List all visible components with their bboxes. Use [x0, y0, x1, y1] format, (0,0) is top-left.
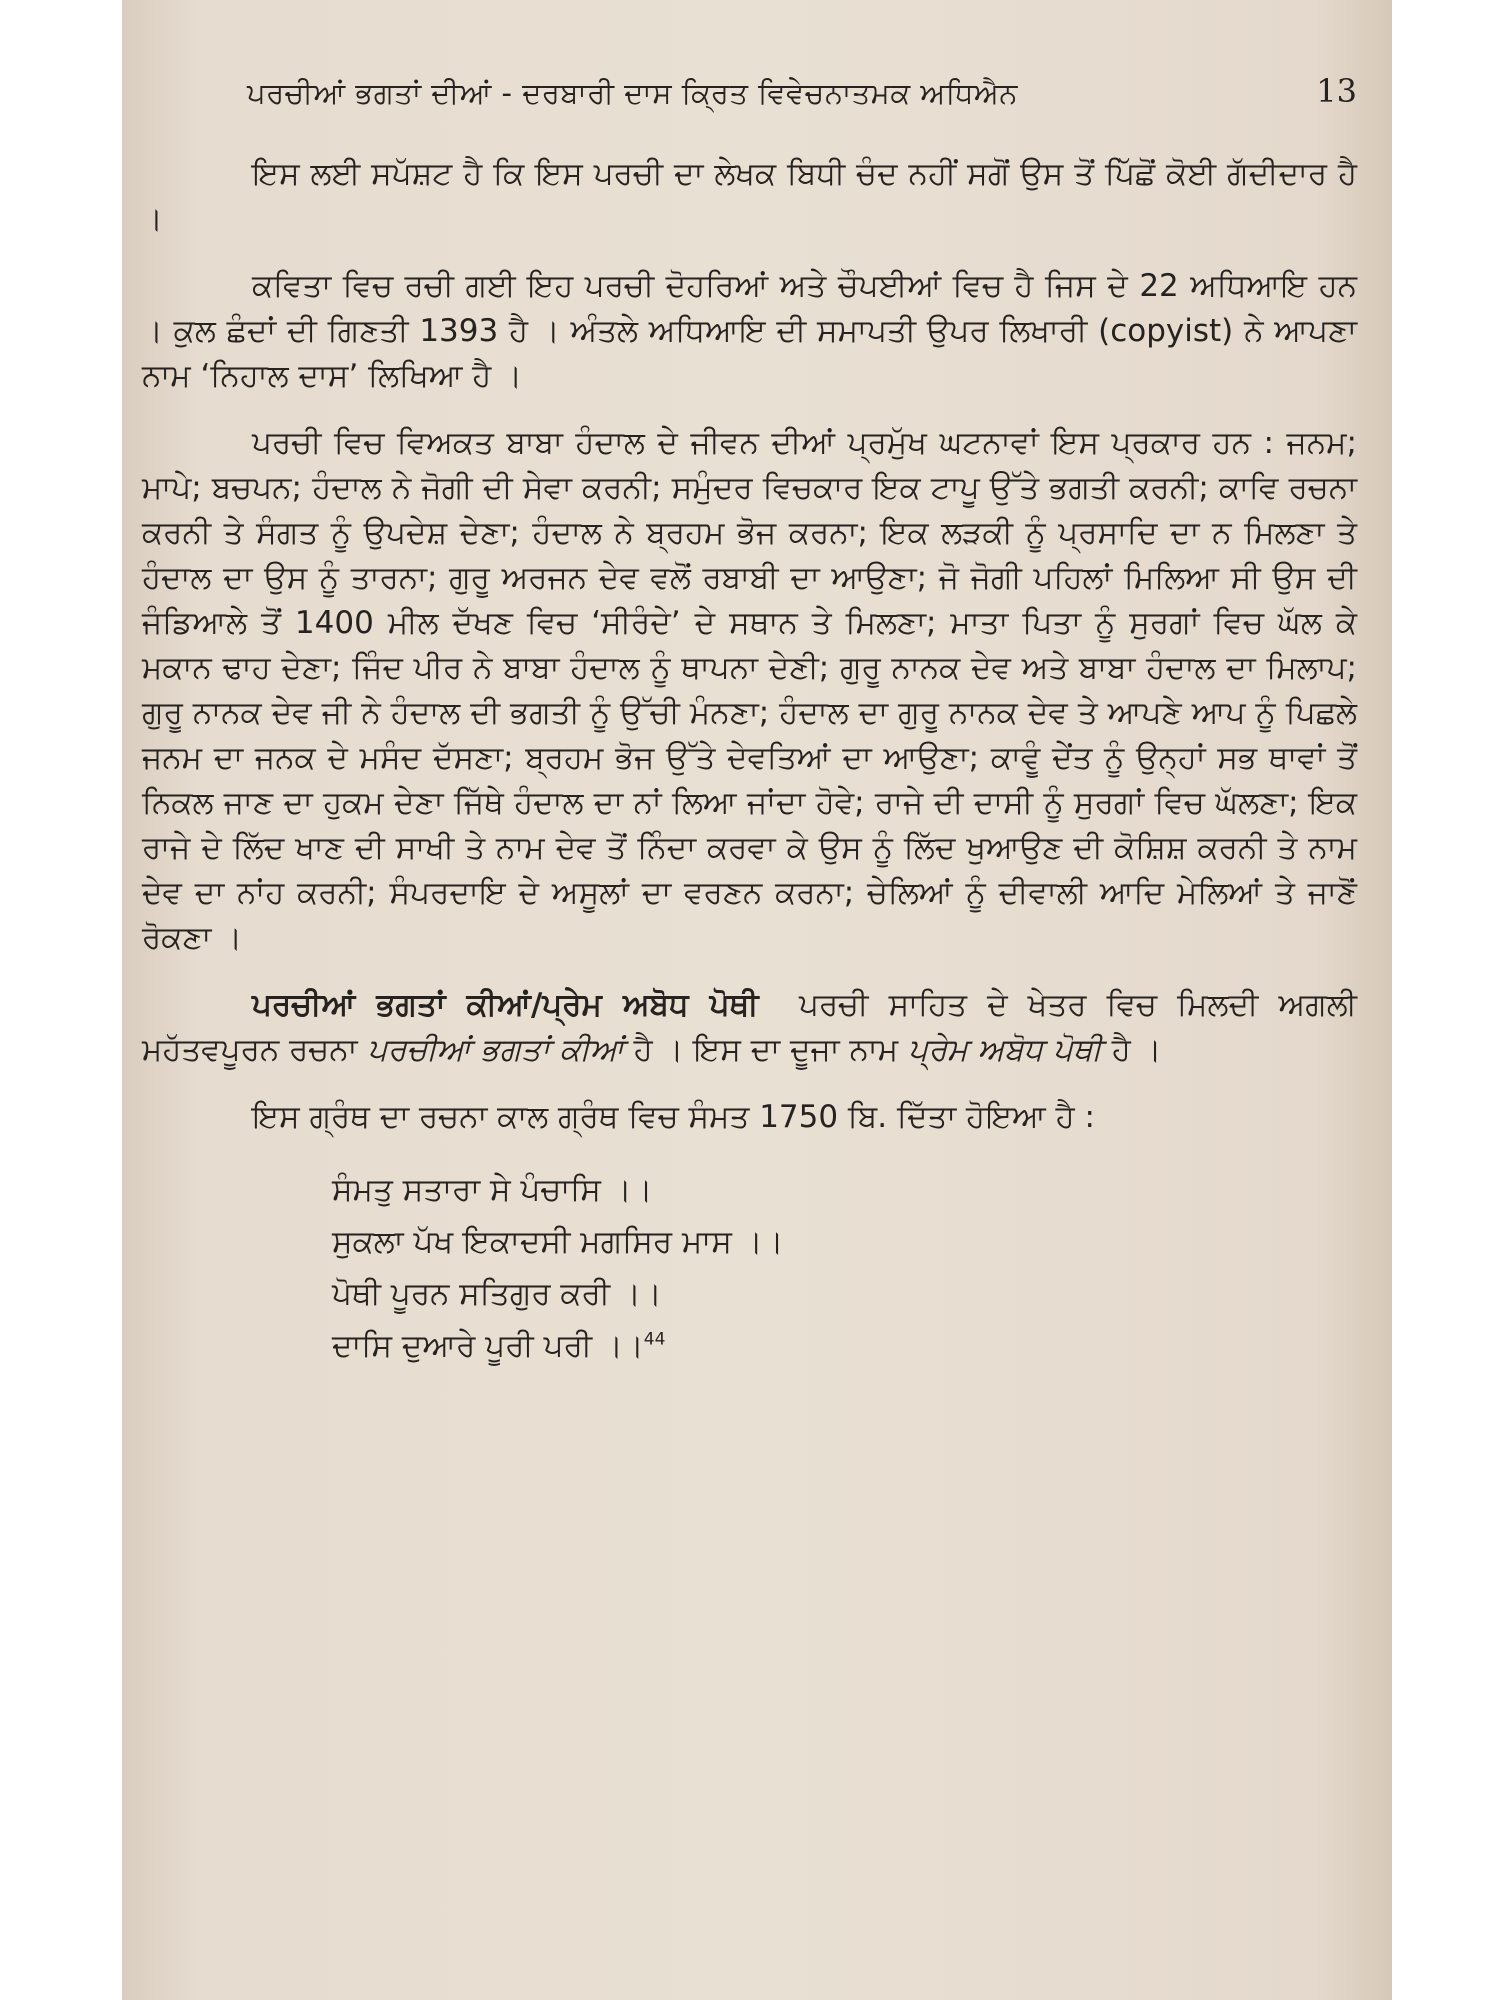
verse-block	[332, 1164, 1357, 1372]
paragraph-4-text-c: ਹੈ ।	[1111, 1032, 1162, 1068]
verse-line-3: ਪੋਥੀ ਪੂਰਨ ਸਤਿਗੁਰ ਕਰੀ ।।	[332, 1276, 662, 1312]
paragraph-1: ਇਸ ਲਈ ਸਪੱਸ਼ਟ ਹੈ ਕਿ ਇਸ ਪਰਚੀ ਦਾ ਲੇਖਕ ਬਿਧੀ ਚੰਦ ਨਹੀਂ ਸਗੋਂ ਉਸ ਤੋਂ ਪਿੱਛੋਂ ਕੋਈ ਗੱਦੀਦਾਰ ਹੈ ।	[142, 156, 1357, 237]
book-title-italic: ਪਰਚੀਆਂ ਭਗਤਾਂ ਕੀਆਂ	[367, 1032, 624, 1068]
running-head: ਪਰਚੀਆਂ ਭਗਤਾਂ ਦੀਆਂ - ਦਰਬਾਰੀ ਦਾਸ ਕ੍ਰਿਤ ਵਿਵੇਚਨਾਤਮਕ ਅਧਿਐਨ	[247, 76, 1018, 110]
book-page	[122, 0, 1392, 2000]
verse-line-4-wrap	[332, 1320, 1357, 1372]
paragraph-4-text-a: ਪਰਚੀ ਸਾਹਿਤ ਦੇ ਖੇਤਰ ਵਿਚ ਮਿਲਦੀ ਅਗਲੀ ਮਹੱਤਵਪੂਰਨ ਰਚਨਾ	[142, 987, 1357, 1068]
paragraph-2: ਕਵਿਤਾ ਵਿਚ ਰਚੀ ਗਈ ਇਹ ਪਰਚੀ ਦੋਹਰਿਆਂ ਅਤੇ ਚੌਪਈਆਂ ਵਿਚ ਹੈ ਜਿਸ ਦੇ 22 ਅਧਿਆਇ ਹਨ । ਕੁਲ ਛੰਦਾਂ ਦੀ ਗਿਣਤੀ 1393 ਹੈ । ਅੰਤਲੇ ਅਧਿਆਇ ਦੀ ਸਮਾਪਤੀ ਉਪਰ ਲਿਖਾਰੀ (copyist) ਨੇ ਆਪਣਾ ਨਾਮ ‘ਨਿਹਾਲ ਦਾਸ’ ਲਿਖਿਆ ਹੈ ।	[142, 268, 1357, 394]
paragraph-4	[142, 983, 1357, 1073]
paragraph-5: ਇਸ ਗ੍ਰੰਥ ਦਾ ਰਚਨਾ ਕਾਲ ਗ੍ਰੰਥ ਵਿਚ ਸੰਮਤ 1750 ਬਿ. ਦਿੱਤਾ ਹੋਇਆ ਹੈ :	[252, 1099, 1095, 1135]
alt-title-italic: ਪ੍ਰੇਮ ਅਬੋਧ ਪੋਥੀ	[907, 1032, 1102, 1068]
paragraph-4-text-b: ਹੈ । ਇਸ ਦਾ ਦੂਜਾ ਨਾਮ	[633, 1032, 899, 1068]
paragraph-3: ਪਰਚੀ ਵਿਚ ਵਿਅਕਤ ਬਾਬਾ ਹੰਦਾਲ ਦੇ ਜੀਵਨ ਦੀਆਂ ਪ੍ਰਮੁੱਖ ਘਟਨਾਵਾਂ ਇਸ ਪ੍ਰਕਾਰ ਹਨ : ਜਨਮ; ਮਾਪੇ; ਬਚਪਨ; ਹੰਦਾਲ ਨੇ ਜੋਗੀ ਦੀ ਸੇਵਾ ਕਰਨੀ; ਸਮੁੰਦਰ ਵਿਚਕਾਰ ਇਕ ਟਾਪੂ ਉੱਤੇ ਭਗਤੀ ਕਰਨੀ; ਕਾਵਿ ਰਚਨਾ ਕਰਨੀ ਤੇ ਸੰਗਤ ਨੂੰ ਉਪਦੇਸ਼ ਦੇਣਾ; ਹੰਦਾਲ ਨੇ ਬ੍ਰਹਮ ਭੋਜ ਕਰਨਾ; ਇਕ ਲੜਕੀ ਨੂੰ ਪ੍ਰਸਾਦਿ ਦਾ ਨ ਮਿਲਣਾ ਤੇ ਹੰਦਾਲ ਦਾ ਉਸ ਨੂੰ ਤਾਰਨਾ; ਗੁਰੂ ਅਰਜਨ ਦੇਵ ਵਲੋਂ ਰਬਾਬੀ ਦਾ ਆਉਣਾ; ਜੋ ਜੋਗੀ ਪਹਿਲਾਂ ਮਿਲਿਆ ਸੀ ਉਸ ਦੀ ਜੰਡਿਆਲੇ ਤੋਂ 1400 ਮੀਲ ਦੱਖਣ ਵਿਚ ‘ਸੀਰੰਦੇ’ ਦੇ ਸਥਾਨ ਤੇ ਮਿਲਣਾ; ਮਾਤਾ ਪਿਤਾ ਨੂੰ ਸੁਰਗਾਂ ਵਿਚ ਘੱਲ ਕੇ ਮਕਾਨ ਢਾਹ ਦੇਣਾ; ਜਿੰਦ ਪੀਰ ਨੇ ਬਾਬਾ ਹੰਦਾਲ ਨੂੰ ਥਾਪਨਾ ਦੇਣੀ; ਗੁਰੂ ਨਾਨਕ ਦੇਵ ਅਤੇ ਬਾਬਾ ਹੰਦਾਲ ਦਾ ਮਿਲਾਪ; ਗੁਰੂ ਨਾਨਕ ਦੇਵ ਜੀ ਨੇ ਹੰਦਾਲ ਦੀ ਭਗਤੀ ਨੂੰ ਉੱਚੀ ਮੰਨਣਾ; ਹੰਦਾਲ ਦਾ ਗੁਰੂ ਨਾਨਕ ਦੇਵ ਤੇ ਆਪਣੇ ਆਪ ਨੂੰ ਪਿਛਲੇ ਜਨਮ ਦਾ ਜਨਕ ਦੇ ਮਸੰਦ ਦੱਸਣਾ; ਬ੍ਰਹਮ ਭੋਜ ਉੱਤੇ ਦੇਵਤਿਆਂ ਦਾ ਆਉਣਾ; ਕਾਵੂੰ ਦੇਂਤ ਨੂੰ ਉਨ੍ਹਾਂ ਸਭ ਥਾਵਾਂ ਤੋਂ ਨਿਕਲ ਜਾਣ ਦਾ ਹੁਕਮ ਦੇਣਾ ਜਿੱਥੇ ਹੰਦਾਲ ਦਾ ਨਾਂ ਲਿਆ ਜਾਂਦਾ ਹੋਵੇ; ਰਾਜੇ ਦੀ ਦਾਸੀ ਨੂੰ ਸੁਰਗਾਂ ਵਿਚ ਘੱਲਣਾ; ਇਕ ਰਾਜੇ ਦੇ ਲਿੱਦ ਖਾਣ ਦੀ ਸਾਖੀ ਤੇ ਨਾਮ ਦੇਵ ਤੋਂ ਨਿੰਦਾ ਕਰਵਾ ਕੇ ਉਸ ਨੂੰ ਲਿੱਦ ਖੁਆਉਣ ਦੀ ਕੋਸ਼ਿਸ਼ ਕਰਨੀ ਤੇ ਨਾਮ ਦੇਵ ਦਾ ਨਾਂਹ ਕਰਨੀ; ਸੰਪਰਦਾਇ ਦੇ ਅਸੂਲਾਂ ਦਾ ਵਰਣਨ ਕਰਨਾ; ਚੇਲਿਆਂ ਨੂੰ ਦੀਵਾਲੀ ਆਦਿ ਮੇਲਿਆਂ ਤੇ ਜਾਣੋਂ ਰੋਕਣਾ ।	[142, 425, 1357, 956]
verse-line-4: ਦਾਸਿ ਦੁਆਰੇ ਪੂਰੀ ਪਰੀ ।।	[332, 1328, 644, 1364]
footnote-reference: 44	[643, 1329, 666, 1350]
verse-line-1: ਸੰਮਤੁ ਸਤਾਰਾ ਸੇ ਪੰਚਾਸਿ ।।	[332, 1172, 653, 1208]
page-header	[142, 72, 1357, 122]
section-heading: ਪਰਚੀਆਂ ਭਗਤਾਂ ਕੀਆਂ/ਪ੍ਰੇਮ ਅਬੋਧ ਪੋਥੀ	[252, 987, 759, 1023]
verse-line-2: ਸੁਕਲਾ ਪੱਖ ਇਕਾਦਸੀ ਮਗਸਿਰ ਮਾਸ ।।	[332, 1224, 784, 1260]
page-number: 13	[1316, 72, 1357, 110]
page-content	[142, 72, 1357, 1372]
